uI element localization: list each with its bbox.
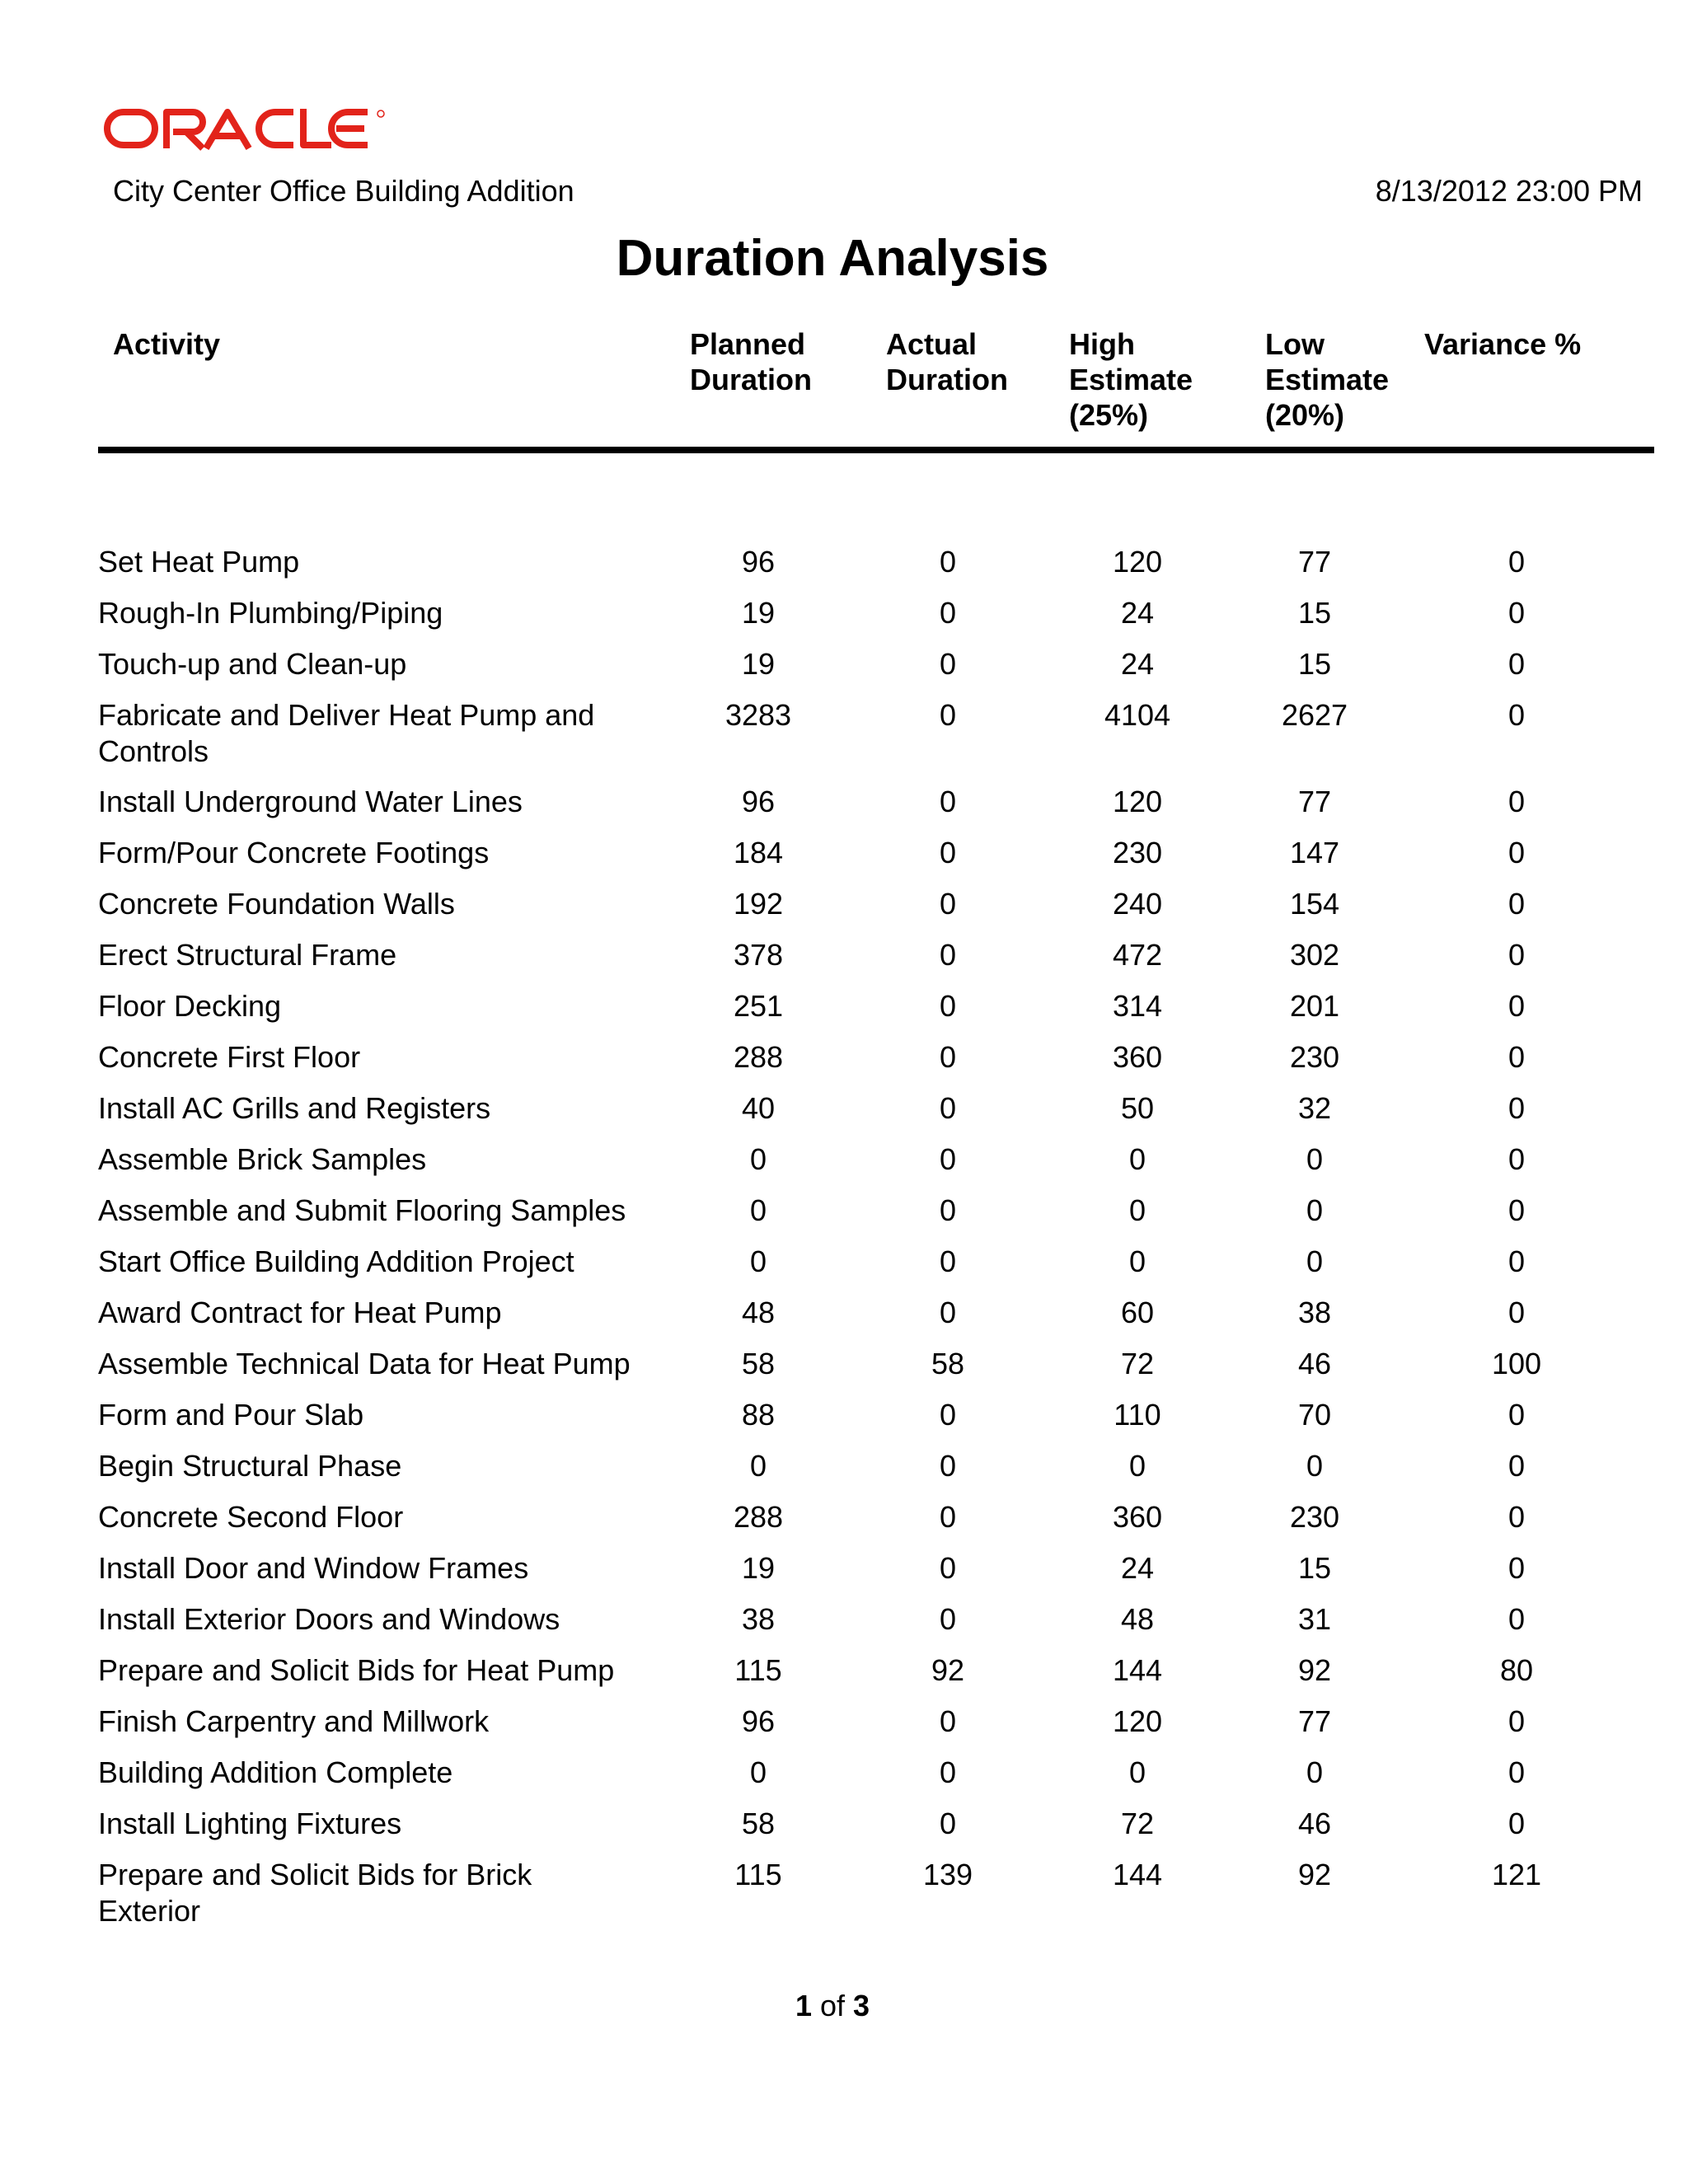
- cell-planned-duration: 184: [733, 836, 784, 869]
- cell-variance: 0: [1507, 1142, 1526, 1176]
- cell-activity: Install Door and Window Frames: [98, 1551, 529, 1585]
- cell-variance: 0: [1507, 1398, 1526, 1432]
- cell-planned-duration: 0: [749, 1244, 767, 1278]
- table-row: [0, 1090, 1688, 1141]
- cell-activity: Form/Pour Concrete Footings: [98, 836, 490, 869]
- cell-actual-duration: 0: [939, 1602, 957, 1636]
- cell-actual-duration: 0: [939, 1500, 957, 1534]
- cell-low-estimate: 154: [1289, 887, 1340, 921]
- cell-actual-duration: 0: [939, 836, 957, 869]
- cell-variance: 0: [1507, 1807, 1526, 1840]
- cell-actual-duration: 0: [939, 1704, 957, 1738]
- cell-planned-duration: 96: [741, 545, 776, 579]
- cell-low-estimate: 77: [1297, 1704, 1332, 1738]
- cell-high-estimate: 24: [1120, 1551, 1155, 1585]
- cell-high-estimate: 0: [1128, 1449, 1146, 1483]
- cell-variance: 0: [1507, 1704, 1526, 1738]
- cell-low-estimate: 201: [1289, 989, 1340, 1023]
- table-row: [0, 1550, 1688, 1601]
- cell-activity: Start Office Building Addition Project: [98, 1244, 574, 1278]
- cell-high-estimate: 0: [1128, 1142, 1146, 1176]
- table-row: [0, 1652, 1688, 1704]
- cell-low-estimate: 77: [1297, 785, 1332, 818]
- cell-actual-duration: 0: [939, 1296, 957, 1329]
- cell-high-estimate: 230: [1112, 836, 1163, 869]
- cell-low-estimate: 92: [1297, 1653, 1332, 1687]
- cell-planned-duration: 192: [733, 887, 784, 921]
- cell-low-estimate: 46: [1297, 1347, 1332, 1380]
- cell-activity: Install Exterior Doors and Windows: [98, 1602, 560, 1636]
- table-row: [0, 1857, 1688, 1943]
- cell-planned-duration: 88: [741, 1398, 776, 1432]
- cell-low-estimate: 15: [1297, 1551, 1332, 1585]
- column-header-planned-duration: Planned Duration: [690, 327, 812, 396]
- cell-low-estimate: 15: [1297, 647, 1332, 681]
- cell-variance: 0: [1507, 1755, 1526, 1789]
- cell-planned-duration: 40: [741, 1091, 776, 1125]
- header-divider: [98, 447, 1654, 453]
- cell-variance: 0: [1507, 1296, 1526, 1329]
- cell-low-estimate: 31: [1297, 1602, 1332, 1636]
- cell-activity: Rough-In Plumbing/Piping: [98, 596, 443, 630]
- cell-actual-duration: 0: [939, 989, 957, 1023]
- column-header-high-estimate: High Estimate (25%): [1069, 327, 1193, 432]
- cell-variance: 0: [1507, 1551, 1526, 1585]
- cell-activity: Floor Decking: [98, 989, 282, 1023]
- cell-low-estimate: 0: [1306, 1142, 1324, 1176]
- cell-variance: 0: [1507, 989, 1526, 1023]
- cell-planned-duration: 38: [741, 1602, 776, 1636]
- cell-actual-duration: 0: [939, 647, 957, 681]
- table-body: [0, 544, 1688, 1943]
- cell-activity: Form and Pour Slab: [98, 1398, 364, 1432]
- cell-actual-duration: 139: [922, 1858, 973, 1891]
- cell-low-estimate: 46: [1297, 1807, 1332, 1840]
- cell-high-estimate: 110: [1114, 1398, 1161, 1432]
- cell-high-estimate: 50: [1120, 1091, 1155, 1125]
- oracle-logo: [104, 109, 387, 152]
- cell-low-estimate: 0: [1306, 1244, 1324, 1278]
- cell-high-estimate: 240: [1112, 887, 1163, 921]
- cell-activity: Begin Structural Phase: [98, 1449, 402, 1483]
- cell-high-estimate: 144: [1112, 1653, 1163, 1687]
- cell-activity: Finish Carpentry and Millwork: [98, 1704, 490, 1738]
- column-header-actual-duration: Actual Duration: [886, 327, 1008, 396]
- cell-low-estimate: 0: [1306, 1755, 1324, 1789]
- cell-planned-duration: 0: [749, 1142, 767, 1176]
- cell-planned-duration: 0: [749, 1449, 767, 1483]
- cell-planned-duration: 288: [733, 1040, 784, 1074]
- cell-variance: 0: [1507, 1500, 1526, 1534]
- cell-high-estimate: 360: [1112, 1500, 1163, 1534]
- report-datetime: 8/13/2012 23:00 PM: [1375, 174, 1643, 208]
- cell-actual-duration: 0: [939, 1091, 957, 1125]
- cell-planned-duration: 115: [734, 1653, 782, 1687]
- table-row: [0, 646, 1688, 697]
- table-row: [0, 1601, 1688, 1652]
- cell-actual-duration: 0: [939, 1807, 957, 1840]
- cell-low-estimate: 38: [1297, 1296, 1332, 1329]
- cell-low-estimate: 0: [1306, 1449, 1324, 1483]
- table-row: [0, 784, 1688, 835]
- cell-low-estimate: 77: [1297, 545, 1332, 579]
- table-row: [0, 1448, 1688, 1499]
- cell-planned-duration: 48: [741, 1296, 776, 1329]
- cell-activity: Install AC Grills and Registers: [98, 1091, 491, 1125]
- column-header-activity: Activity: [113, 327, 221, 361]
- cell-activity: Concrete Second Floor: [98, 1500, 404, 1534]
- cell-low-estimate: 147: [1289, 836, 1340, 869]
- cell-low-estimate: 15: [1297, 596, 1332, 630]
- cell-low-estimate: 32: [1297, 1091, 1332, 1125]
- cell-variance: 0: [1507, 596, 1526, 630]
- cell-activity: Prepare and Solicit Bids for Heat Pump: [98, 1653, 615, 1687]
- table-row: [0, 1244, 1688, 1295]
- cell-actual-duration: 0: [939, 1193, 957, 1227]
- cell-high-estimate: 4104: [1104, 698, 1171, 732]
- cell-low-estimate: 2627: [1281, 698, 1348, 732]
- table-row: [0, 1141, 1688, 1193]
- cell-planned-duration: 115: [734, 1858, 782, 1891]
- cell-actual-duration: 0: [939, 1755, 957, 1789]
- cell-variance: 0: [1507, 647, 1526, 681]
- cell-low-estimate: 302: [1289, 938, 1340, 972]
- cell-actual-duration: 0: [939, 785, 957, 818]
- cell-variance: 0: [1507, 698, 1526, 732]
- cell-variance: 0: [1507, 1193, 1526, 1227]
- page-total: 3: [853, 1989, 870, 2022]
- cell-high-estimate: 0: [1128, 1755, 1146, 1789]
- cell-planned-duration: 378: [733, 938, 784, 972]
- cell-actual-duration: 0: [939, 1398, 957, 1432]
- cell-activity: Concrete First Floor: [98, 1040, 361, 1074]
- cell-variance: 0: [1507, 785, 1526, 818]
- cell-activity: Set Heat Pump: [98, 545, 300, 579]
- table-row: [0, 595, 1688, 646]
- cell-low-estimate: 0: [1306, 1193, 1324, 1227]
- cell-planned-duration: 288: [733, 1500, 784, 1534]
- cell-high-estimate: 360: [1112, 1040, 1163, 1074]
- cell-high-estimate: 60: [1120, 1296, 1155, 1329]
- cell-planned-duration: 19: [741, 1551, 776, 1585]
- cell-actual-duration: 0: [939, 1142, 957, 1176]
- cell-variance: 0: [1507, 887, 1526, 921]
- cell-activity: Award Contract for Heat Pump: [98, 1296, 502, 1329]
- cell-planned-duration: 3283: [724, 698, 792, 732]
- cell-activity: Concrete Foundation Walls: [98, 887, 455, 921]
- table-row: [0, 1704, 1688, 1755]
- page-of-label: of: [819, 1989, 846, 2022]
- cell-high-estimate: 48: [1120, 1602, 1155, 1636]
- cell-high-estimate: 144: [1112, 1858, 1163, 1891]
- cell-activity: Erect Structural Frame: [98, 938, 397, 972]
- cell-planned-duration: 96: [741, 785, 776, 818]
- cell-actual-duration: 0: [939, 698, 957, 732]
- cell-high-estimate: 72: [1120, 1347, 1155, 1380]
- cell-variance: 0: [1507, 1040, 1526, 1074]
- table-row: [0, 988, 1688, 1039]
- cell-variance: 121: [1491, 1858, 1542, 1891]
- cell-actual-duration: 92: [931, 1653, 965, 1687]
- table-row: [0, 1499, 1688, 1550]
- table-row: [0, 886, 1688, 937]
- page-current: 1: [795, 1989, 812, 2022]
- cell-planned-duration: 0: [749, 1193, 767, 1227]
- cell-low-estimate: 92: [1297, 1858, 1332, 1891]
- cell-variance: 0: [1507, 1091, 1526, 1125]
- table-row: [0, 835, 1688, 886]
- cell-variance: 0: [1507, 1244, 1526, 1278]
- cell-high-estimate: 120: [1112, 1704, 1163, 1738]
- cell-activity: Assemble and Submit Flooring Samples: [98, 1193, 626, 1227]
- cell-actual-duration: 0: [939, 1040, 957, 1074]
- table-row: [0, 1295, 1688, 1346]
- table-row: [0, 1806, 1688, 1857]
- cell-variance: 0: [1507, 938, 1526, 972]
- table-row: [0, 1397, 1688, 1448]
- cell-high-estimate: 0: [1128, 1244, 1146, 1278]
- oracle-logo-icon: [104, 109, 387, 152]
- cell-variance: 0: [1507, 836, 1526, 869]
- cell-high-estimate: 472: [1112, 938, 1163, 972]
- cell-actual-duration: 0: [939, 887, 957, 921]
- cell-high-estimate: 120: [1112, 785, 1163, 818]
- cell-low-estimate: 230: [1289, 1500, 1340, 1534]
- cell-high-estimate: 120: [1112, 545, 1163, 579]
- cell-activity: Prepare and Solicit Bids for Brick Exterior: [98, 1858, 532, 1928]
- table-row: [0, 697, 1688, 784]
- cell-high-estimate: 72: [1120, 1807, 1155, 1840]
- cell-high-estimate: 24: [1120, 596, 1155, 630]
- cell-activity: Install Lighting Fixtures: [98, 1807, 402, 1840]
- table-row: [0, 1755, 1688, 1806]
- cell-activity: Fabricate and Deliver Heat Pump and Controls: [98, 698, 595, 768]
- cell-variance: 100: [1491, 1347, 1542, 1380]
- cell-activity: Assemble Technical Data for Heat Pump: [98, 1347, 631, 1380]
- cell-actual-duration: 0: [939, 938, 957, 972]
- cell-activity: Install Underground Water Lines: [98, 785, 523, 818]
- cell-variance: 0: [1507, 1449, 1526, 1483]
- report-title: Duration Analysis: [616, 230, 1049, 287]
- cell-actual-duration: 0: [939, 545, 957, 579]
- cell-actual-duration: 58: [931, 1347, 965, 1380]
- cell-planned-duration: 19: [741, 647, 776, 681]
- table-row: [0, 1346, 1688, 1397]
- cell-planned-duration: 19: [741, 596, 776, 630]
- column-header-low-estimate: Low Estimate (20%): [1265, 327, 1390, 432]
- table-row: [0, 1039, 1688, 1090]
- cell-actual-duration: 0: [939, 1449, 957, 1483]
- cell-variance: 80: [1499, 1653, 1534, 1687]
- cell-high-estimate: 314: [1112, 989, 1163, 1023]
- cell-activity: Building Addition Complete: [98, 1755, 453, 1789]
- cell-actual-duration: 0: [939, 596, 957, 630]
- table-row: [0, 1193, 1688, 1244]
- table-row: [0, 937, 1688, 988]
- page-indicator: [0, 1988, 1665, 2024]
- cell-planned-duration: 58: [741, 1807, 776, 1840]
- cell-planned-duration: 96: [741, 1704, 776, 1738]
- cell-variance: 0: [1507, 545, 1526, 579]
- cell-low-estimate: 70: [1297, 1398, 1332, 1432]
- project-name: City Center Office Building Addition: [113, 174, 574, 208]
- cell-high-estimate: 24: [1120, 647, 1155, 681]
- cell-low-estimate: 230: [1289, 1040, 1340, 1074]
- cell-actual-duration: 0: [939, 1244, 957, 1278]
- column-header-variance: Variance %: [1424, 327, 1582, 361]
- table-row: [0, 544, 1688, 595]
- cell-actual-duration: 0: [939, 1551, 957, 1585]
- cell-planned-duration: 0: [749, 1755, 767, 1789]
- cell-activity: Touch-up and Clean-up: [98, 647, 407, 681]
- cell-high-estimate: 0: [1128, 1193, 1146, 1227]
- cell-activity: Assemble Brick Samples: [98, 1142, 427, 1176]
- cell-planned-duration: 58: [741, 1347, 776, 1380]
- cell-variance: 0: [1507, 1602, 1526, 1636]
- cell-planned-duration: 251: [733, 989, 784, 1023]
